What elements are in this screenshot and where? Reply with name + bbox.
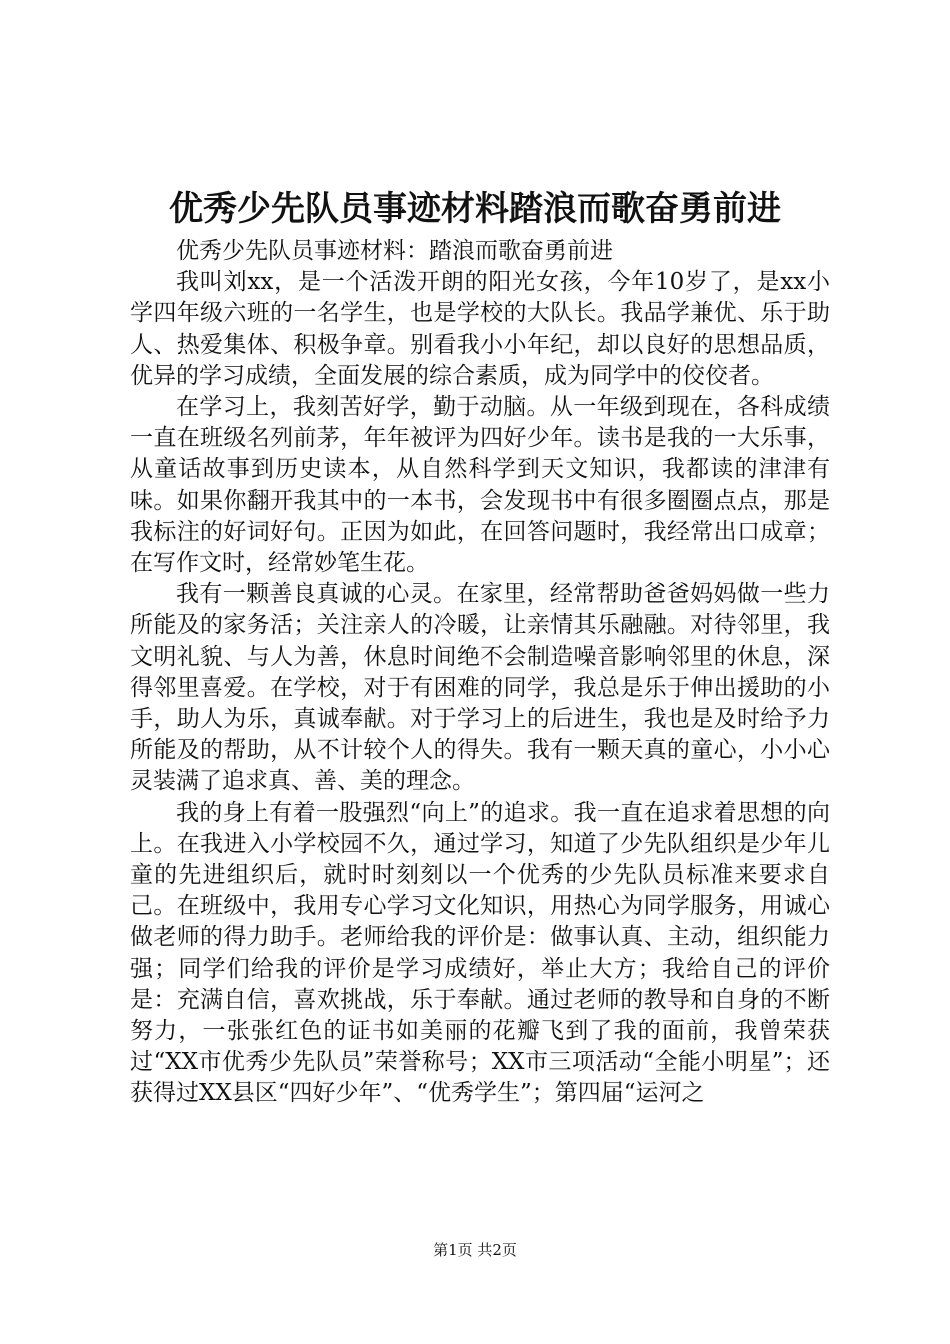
- paragraph-aspiration: 我的身上有着一股强烈“向上”的追求。我一直在追求着思想的向上。在我进入小学校园不久，通过学习，知道了少先队组织是少年儿童的先进组织后，就时时刻刻以一个优秀的少先队员标准来要求自己。在班级中，我用专心学习文化知识，用热心为同学服务，用诚心做老师的得力助手。老师给我的评价是：做事认真、主动，组织能力强；同学们给我的评价是学习成绩好，举止大方；我给自己的评价是：充满自信，喜欢挑战，乐于奉献。通过老师的教导和自身的不断努力，一张张红色的证书如美丽的花瓣飞到了我的面前，我曾荣获过“XX市优秀少先队员”荣誉称号；XX市三项活动“全能小明星”；还获得过XX县区“四好少年”、“优秀学生”；第四届“运河之: [130, 799, 830, 1107]
- document-title: 优秀少先队员事迹材料踏浪而歌奋勇前进: [169, 189, 781, 229]
- paragraph-kindness: 我有一颗善良真诚的心灵。在家里，经常帮助爸爸妈妈做一些力所能及的家务活；关注亲人的冷暖，让亲情其乐融融。对待邻里，我文明礼貌、与人为善，休息时间绝不会制造噪音影响邻里的休息，深得邻里喜爱。在学校，对于有困难的同学，我总是乐于伸出援助的小手，助人为乐，真诚奉献。对于学习上的后进生，我也是及时给予力所能及的帮助，从不计较个人的得失。我有一颗天真的童心，小小心灵装满了追求真、善、美的理念。: [130, 581, 830, 795]
- document-body: [130, 236, 830, 1110]
- paragraph-intro: 我叫刘xx，是一个活泼开朗的阳光女孩，今年10岁了，是xx小学四年级六班的一名学生，也是学校的大队长。我品学兼优、乐于助人、热爱集体、积极争章。别看我小小年纪，却以良好的思想品质，优异的学习成绩，全面发展的综合素质，成为同学中的佼佼者。: [130, 269, 830, 389]
- document-subtitle: 优秀少先队员事迹材料：踏浪而歌奋勇前进: [176, 238, 613, 264]
- paragraph-study: 在学习上，我刻苦好学，勤于动脑。从一年级到现在，各科成绩一直在班级名列前茅，年年被评为四好少年。读书是我的一大乐事，从童话故事到历史读本，从自然科学到天文知识，我都读的津津有味。如果你翻开我其中的一本书，会发现书中有很多圈圈点点，那是我标注的好词好句。正因为如此，在回答问题时，我经常出口成章；在写作文时，经常妙笔生花。: [130, 394, 830, 577]
- page-number-footer: 第1页 共2页: [433, 1241, 517, 1259]
